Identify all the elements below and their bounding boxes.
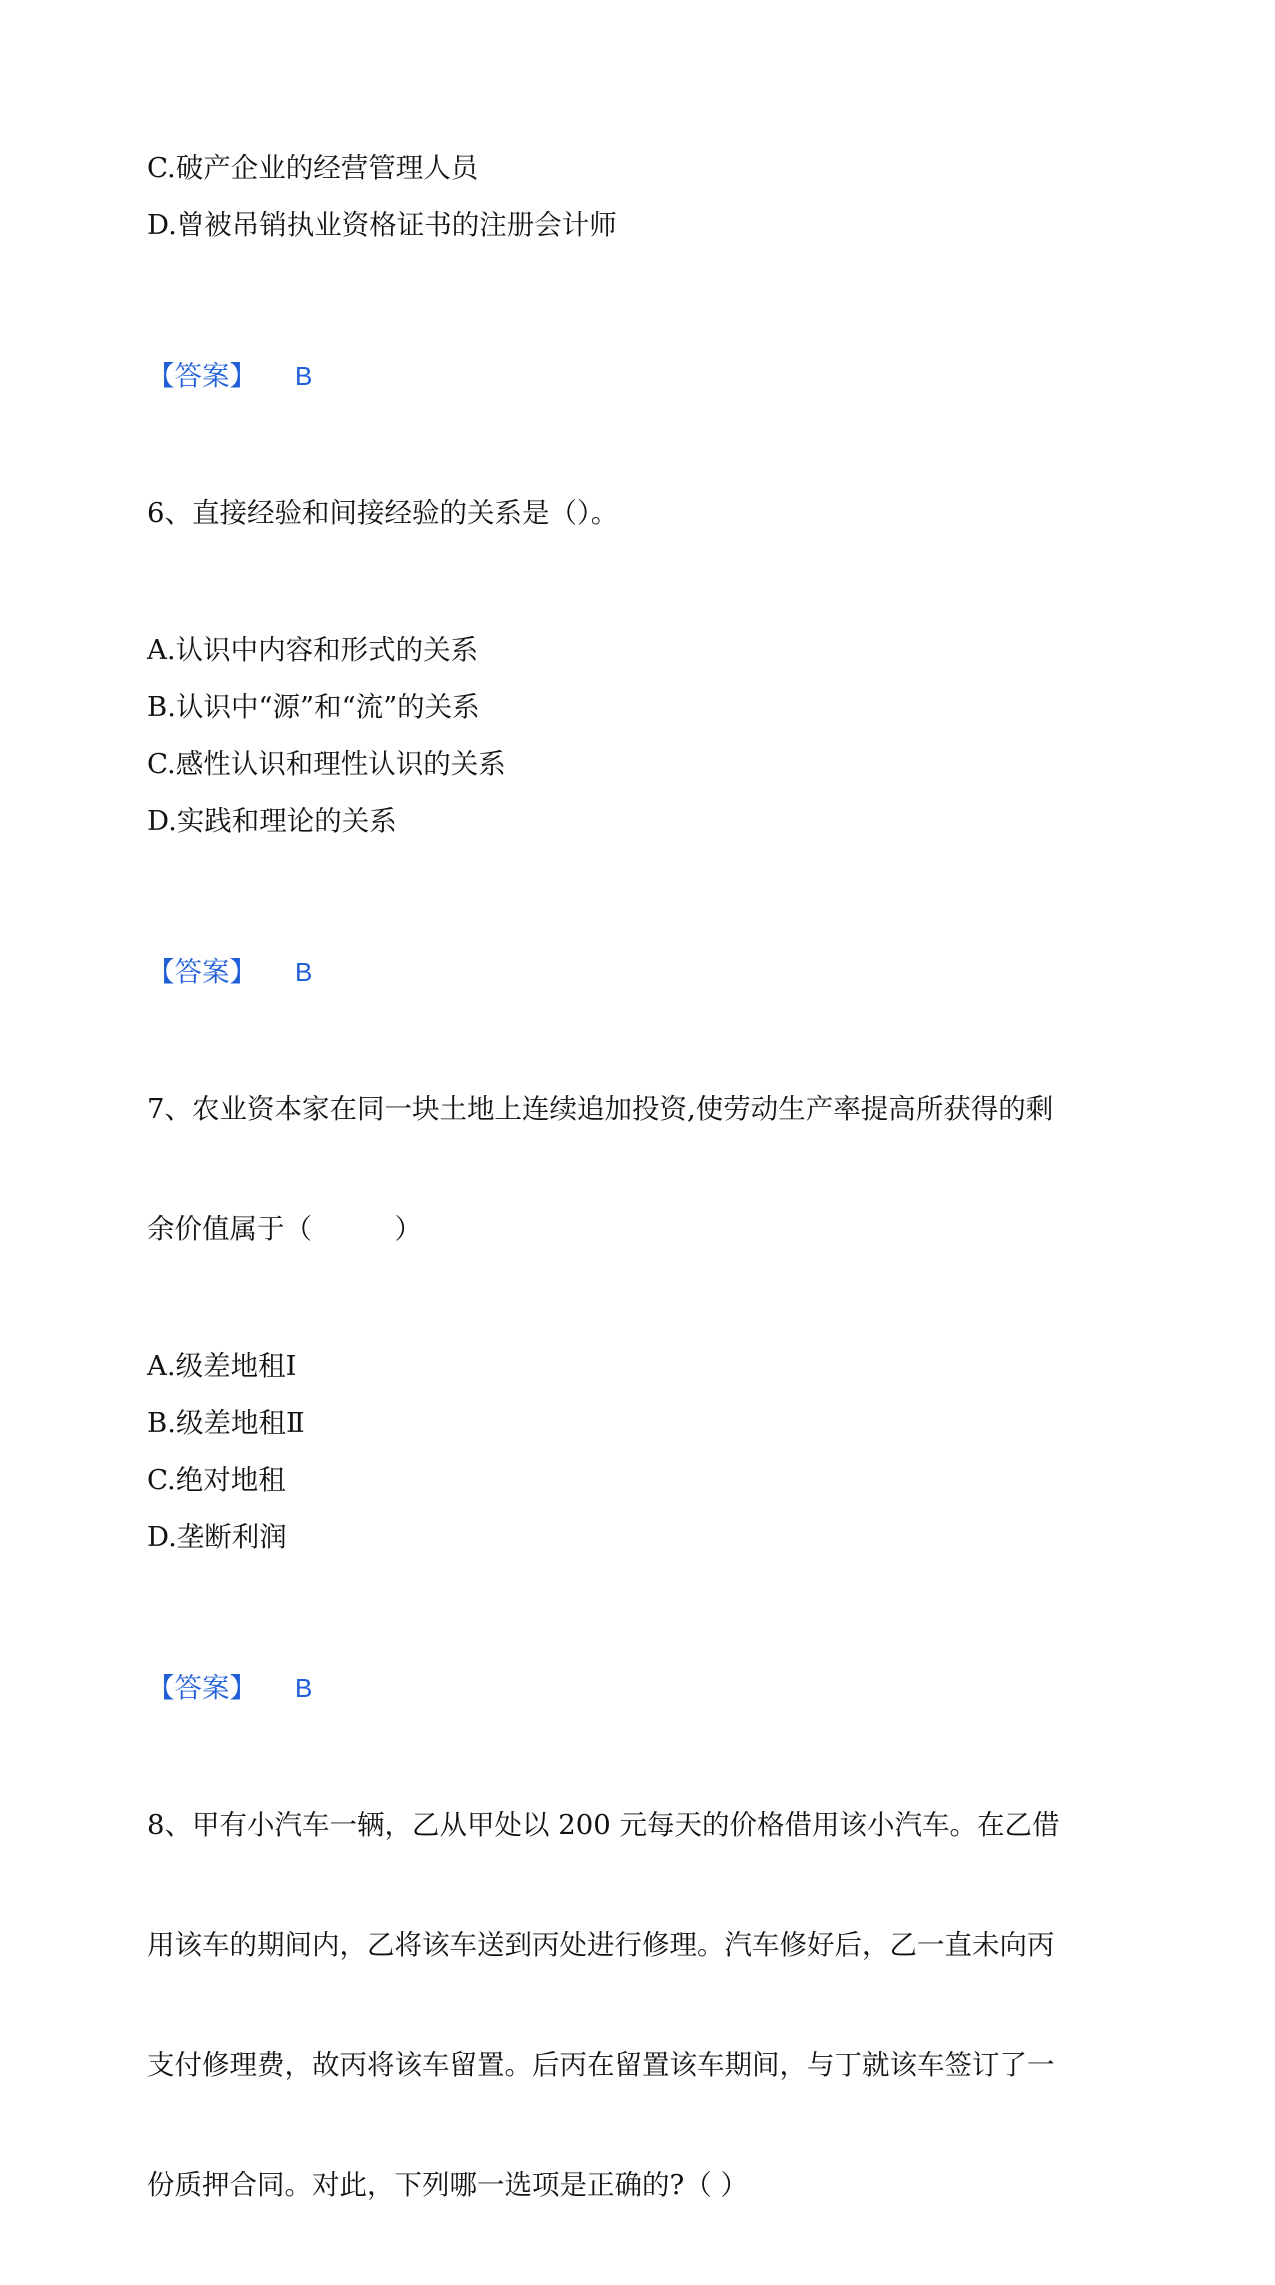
q8-stem-line: 8、甲有小汽车一辆，乙从甲处以 200 元每天的价格借用该小汽车。在乙借 bbox=[147, 1809, 1060, 1841]
q7-stem-line: 余价值属于（ ） bbox=[147, 1213, 422, 1245]
q8-stem-line: 用该车的期间内，乙将该车送到丙处进行修理。汽车修好后，乙一直未向丙 bbox=[147, 1929, 1055, 1961]
q5-option-d: D.曾被吊销执业资格证书的注册会计师 bbox=[147, 209, 617, 241]
q7-stem-line: 7、农业资本家在同一块土地上连续追加投资,使劳动生产率提高所获得的剩 bbox=[147, 1093, 1054, 1125]
q8-stem-line: 份质押合同。对此，下列哪一选项是正确的?（ ） bbox=[147, 2169, 748, 2201]
answer-value: B bbox=[295, 361, 313, 391]
q6-stem bbox=[147, 413, 1147, 613]
q6-option-d: D.实践和理论的关系 bbox=[147, 805, 397, 837]
q5-option-c: C.破产企业的经营管理人员 bbox=[147, 152, 479, 184]
q8-stem bbox=[147, 1725, 1147, 2285]
answer-value: B bbox=[295, 957, 313, 987]
q7-option-b: B.级差地租Ⅱ bbox=[147, 1407, 305, 1439]
q7-option-c: C.绝对地租 bbox=[147, 1464, 286, 1496]
q6-answer bbox=[147, 952, 1147, 992]
q6-option-c: C.感性认识和理性认识的关系 bbox=[147, 748, 506, 780]
q6-stem-line: 6、直接经验和间接经验的关系是（）。 bbox=[147, 497, 619, 529]
q6-option-b: B.认识中“源”和“流”的关系 bbox=[147, 691, 480, 723]
q7-answer bbox=[147, 1668, 1147, 1708]
answer-value: B bbox=[295, 1673, 313, 1703]
q6-option-a: A.认识中内容和形式的关系 bbox=[147, 634, 479, 666]
q7-stem bbox=[147, 1009, 1147, 1329]
answer-label: 【答案】 bbox=[147, 360, 257, 392]
answer-label: 【答案】 bbox=[147, 1672, 257, 1704]
q7-option-a: A.级差地租Ⅰ bbox=[147, 1350, 297, 1382]
q5-answer bbox=[147, 356, 1147, 396]
q8-stem-line: 支付修理费，故丙将该车留置。后丙在留置该车期间，与丁就该车签订了一 bbox=[147, 2049, 1055, 2081]
q7-option-d: D.垄断利润 bbox=[147, 1521, 287, 1553]
answer-label: 【答案】 bbox=[147, 956, 257, 988]
